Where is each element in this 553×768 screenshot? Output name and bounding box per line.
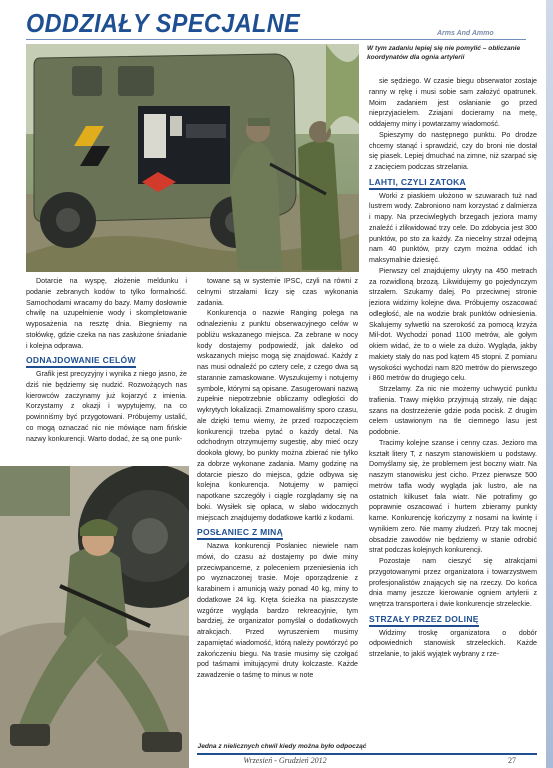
subheading	[197, 527, 358, 538]
paragraph: Worki z piaskiem ułożono w szuwarach tuż nad lustrem wody. Zabroniono nam korzystać z dalmierza i mapy. Na przeciwległych brzegach jeziora mamy znaleźć i zlikwidować trzy cele. Do zdobycia jest 300 punktów, po sto za każdy. Za niecelny strzał odejmą nam 40 punktów, przy czym można oddać ich maksymalnie dziesięć.	[369, 191, 537, 264]
resting-soldier-illustration	[0, 466, 189, 768]
paragraph: towane są w systemie IPSC, czyli na równi z celnymi strzałami liczy się czas wykonania zadania.	[197, 277, 358, 307]
paragraph: sie sędziego. W czasie biegu obserwator zostaje ranny w rękę i musi sobie sam założyć opatrunek. Moim zadaniem jest osłanianie go przed nieprzyjacielem. Zziajani docieramy na metę, oddajemy miny i powtarzamy wiadomość.	[369, 77, 537, 128]
subheading-text: STRZAŁY PRZEZ DOLINĘ	[369, 614, 479, 627]
paragraph: Spieszymy do następnego punktu. Po drodze chcemy stanąć i sprawdzić, czy do broni nie dostał się piasek. Lepiej dmuchać na zimne, niż szarpać się z zacięciem podczas strzelania.	[369, 130, 537, 171]
footer-rule	[197, 753, 537, 755]
section-label: Arms And Ammo	[437, 30, 494, 37]
page-number: 27	[508, 756, 516, 765]
subheading-text: ODNAJDOWANIE CELÓW	[26, 355, 136, 368]
paragraph: Grafik jest precyzyjny i wynika z niego jasno, że dziś nie będziemy się nudzić. Rozwożących nas kierowców zaczynamy już kojarzyć z imienia. Korzystamy z okazji i wypytujemy, na co powinniśmy być przygotowani. Próbujemy ustalić, co mogą oznaczać nic nie mówiące nam fińskie nazwy konkurencji. Warto dodać, że są one punk-	[26, 370, 187, 443]
subheading	[26, 355, 187, 366]
subheading	[369, 614, 537, 625]
header-rule	[26, 39, 526, 40]
subheading	[369, 177, 537, 188]
photo-resting-soldier	[0, 466, 189, 768]
page-edge-bar	[546, 0, 553, 768]
paragraph: Pierwszy cel znajdujemy ukryty na 450 metrach za rozwidloną brzozą. Likwidujemy go pojedynczym strzałem. Szukamy dalej. Po przeciwnej stronie jeziora widzimy kolejne dwa. Próbujemy oszacować odległość, ale na wodzie brak punktów odniesienia. Skalujemy sylwetki na szerokość za pomocą krzyża Mil-dot. Wychodzi ponad 1100 metrów, ale gołym okiem widać, że to o wiele za dużo. Wygląda, jakby makiety stały do nas pod kątem 45 stopni. Z pomiaru wysokości wychodzi nam 820 metrów do pierwszego i 860 metrów do drugiego celu.	[369, 266, 537, 383]
paragraph: Nazwa konkurencji Posłaniec niewiele nam mówi, do czasu aż dostajemy po dwie miny przeciwpancerne, z poleceniem przeniesienia ich po wyznaczonej trasie. Moje oporządzenie z karabinem i amunicją waży ponad 40 kg, miny to dodatkowe 24 kg. Kręta ścieżka na piaszczyste wzgórze wygląda bardzo rekreacyjnie, tym bardziej, że organizator pomyślał o dodatkowych atrakcjach. Przed wyruszeniem musimy zapamiętać wiadomość, którą należy powtórzyć po zakończeniu biegu. Na trasie musimy się czołgać pod taśmami imitującymi druty kolczaste. Każde zawadzenie o taśmę to minus w note	[197, 542, 358, 679]
paragraph: Konkurencja o nazwie Ranging polega na odnalezieniu z punktu obserwacyjnego celów w pobliżu wskazanego miejsca. Za zebrane w nocy kody dostajemy podpowiedź, jak daleko od wskazanych miejsc mogą się znajdować. Każdy z nas musi odnaleźć po czterу cele, z czego dwa są starannie zamaskowane. Wyszukujemy i notujemy symbole, którymi są opisane. Zasugerowani nazwą zupełnie niepotrzebnie obliczamy odległości do wykrytych lokalizacji. Zmarnowaliśmy sporo czasu, ale dzięki temu wiemy, że przed rozpoczęciem konkurencji trzeba pytać o każdy detal. Na odchodnym otrzymujemy sugestię, aby mieć oczy dookoła głowy, bo punkty można zbierać nie tylko za dobrze wykonane zadania. Mamy godzinę na dotarcie pieszo do miejsca, gdzie odbywa się kolejna konkurencja. Notujemy w pamięci napotkane szczegóły i ciągle rozglądamy się na boki. Wysiłek się opłaca, w słabo widocznych miejscach znajdujemy dodatkowe kartki z kodami.	[197, 309, 358, 522]
paragraph: Dotarcie na wyspę, złożenie meldunku i podanie zebranych kodów to tylko formalność. Samochodami wracamy do bazy. Mamy dosłownie chwilę na uzupełnienie wody i skompletowanie wyposażenia na resztę dnia. Biegniemy na stołówkę, gdzie czeka na nas zasłużone śniadanie i kolejna odprawa.	[26, 277, 187, 350]
paragraph: Tracimy kolejne szanse i cenny czas. Jezioro ma kształt litery T, z naszym stanowiskiem u podstawy. Domyślamy się, że problemem jest boczny wiatr. Na naszym stanowisku jest cicho. Przez pierwsze 500 metrów tafla wody wygląda jak lustro, ale na ostatnich kilkuset fala wiatr. Nie potrafimy go poprawnie oszacować i hurtem zbieramy punkty karne. Konkurencję kończymy z nosami na kwintę i wynikiem zero. Nie mamy złudzeń. Przy tak mocnej obsadzie zawodów nie będziemy w stanie odrobić strat podczas kolejnych konkurencji.	[369, 438, 537, 555]
subheading-text: POSŁANIEC Z MINĄ	[197, 527, 283, 540]
article-column-3	[369, 76, 537, 660]
section-title: ODDZIAŁY SPECJALNE	[26, 8, 301, 38]
paragraph: Strzelamy. Za nic nie możemy uchwycić punktu trafienia. Trawy miękko przyjmują strzały, nie dając szans na dostrzeżenie gdzie poda pocisk. Z drugim celem ustawionym na tle ciemnego lasu jest podobnie.	[369, 385, 537, 436]
issue-date: Wrzesień - Grudzień 2012	[243, 756, 327, 765]
photo-soldiers-vehicle	[26, 44, 359, 272]
article-column-2	[197, 276, 358, 681]
photo-caption-bottom: Jedna z nielicznych chwil kiedy można było odpocząć	[197, 743, 367, 750]
paragraph: Pozostaje nam cieszyć się atrakcjami przygotowanymi przez organizatora i towarzystwem profesjonalistów znających się na rzeczy. Do końca dnia mamy jeszcze kierowanie ogniem artylerii z wnętrza transportera i dwie konkurencje strzeleckie.	[369, 557, 537, 608]
photo-caption-top: W tym zadaniu lepiej się nie pomylić – obliczanie koordynatów dla ognia artylerii	[367, 45, 521, 61]
vehicle-scene-illustration	[26, 44, 359, 272]
subheading-text: LAHTI, CZYLI ZATOKA	[369, 177, 466, 190]
paragraph: Widzimy troskę organizatora o dobór odpowiednich stanowisk strzeleckich. Każde strzelanie, to jakiś wyjątek wybrany z rze-	[369, 628, 537, 658]
article-column-1	[26, 276, 187, 444]
